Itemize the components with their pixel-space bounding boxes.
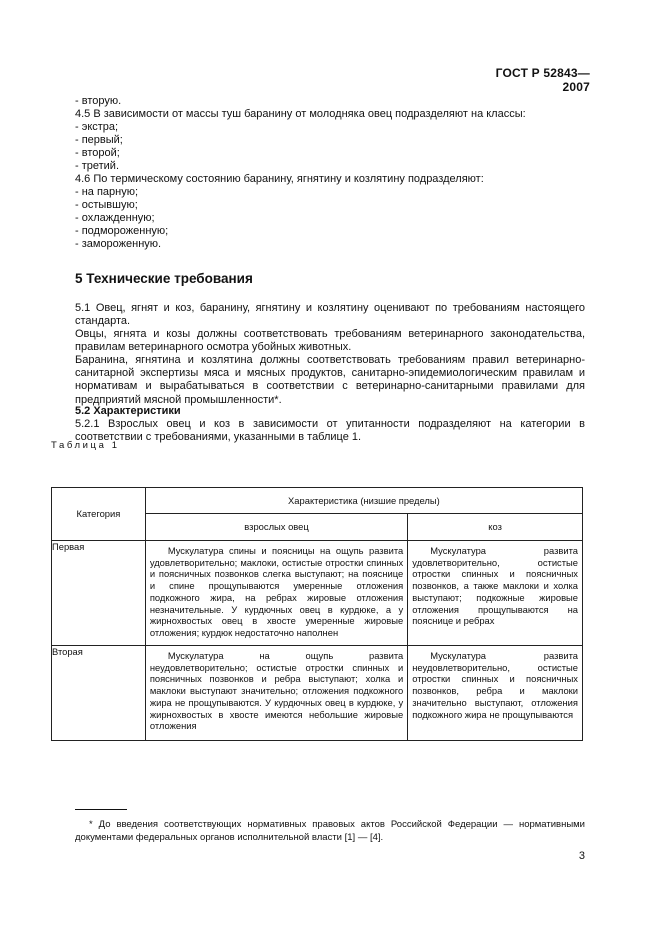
table-cell-sheep [145, 541, 407, 646]
table-header-category-label: Категория [76, 508, 121, 520]
page-number: 3 [578, 850, 585, 862]
table-cell-goats [408, 646, 583, 741]
table-1 [51, 487, 583, 741]
table-header-characteristic-label: Характеристика (низшие пределы) [288, 494, 440, 506]
table-cell-goats-text: Мускулатура развита неудовлетворительно, остистые отростки спинных и поясничных позвонков, ребра и маклоки значительно выступают, отложения подкожного жира не прощупываются [412, 650, 578, 720]
table-cell-goats-text: Мускулатура развита удовлетворительно, остистые отростки спинных и поясничных позвонков, а также маклоки и холка выступают; подкожные жировые отложения прощупываются на пояснице и ребрах [412, 545, 578, 627]
table-cell-sheep-text: Мускулатура спины и поясницы на ощупь развита удовлетворительно; маклоки, остистые отростки спинных и поясничных позвонков слегка выступают; на пояснице и спине прощупываются умеренные отложения подкожного жира, на ребрах жировые отложения незначительные. У курдючных овец в курдюке, а у жирнохвостых овец в хвосте умеренные жировые отложения; курдюк недостаточно наполнен [149, 545, 404, 638]
list-item: - замороженную. [75, 238, 162, 250]
list-item: - на парную; [75, 186, 139, 198]
clause-5-2-1: 5.2.1 Взрослых овец и коз в зависимости от упитанности подразделяют на категории в соответствии с требованиями, указанными в таблице 1. [75, 418, 585, 444]
table-cell-category: Первая [52, 541, 146, 646]
table-row [52, 541, 583, 646]
table-cell-sheep [145, 646, 407, 741]
table-cell-sheep-text: Мускулатура на ощупь развита неудовлетворительно; остистые отростки спинных и поясничных позвонков и ребра выступают; холка и маклоки выступают значительно; отложения подкожного жира не прощупываются. У курдючных овец в курдюке, у жирнохвостых в хвосте имеются небольшие жировые отложения [149, 650, 404, 732]
list-item: - экстра; [75, 121, 119, 133]
list-item: - подмороженную; [75, 225, 169, 237]
list-item: - первый; [75, 134, 123, 146]
clause-4-5: 4.5 В зависимости от массы туш баранину от молодняка овец подразделяют на классы: [75, 108, 526, 120]
paragraph-veterinary: Овцы, ягнята и козы должны соответствовать требованиям ветеринарного законодательства, правилам ветеринарного осмотра убойных животных. [75, 328, 585, 354]
paragraph-sanitary: Баранина, ягнятина и козлятина должны соответствовать требованиям правил ветеринарно-санитарной экспертизы мяса и мясных продуктов, санитарно-эпидемиологическим правилам и нормативам и вырабатываться в соответствии с ветеринарно-санитарными правилами для предприятий мясной промышленности*. [75, 354, 585, 406]
table-header-category [52, 488, 146, 541]
list-item: - второй; [75, 147, 120, 159]
table-header-goats [408, 514, 583, 541]
clause-5-1: 5.1 Овец, ягнят и коз, баранину, ягнятину и козлятину оценивают по требованиям настоящего стандарта. [75, 302, 585, 328]
table-header-sheep-label: взрослых овец [244, 521, 309, 533]
table-caption: Таблица 1 [51, 440, 120, 451]
table-header-characteristic [145, 488, 582, 514]
footnote-divider [75, 809, 127, 810]
list-item: - остывшую; [75, 199, 138, 211]
clause-5-2-title: 5.2 Характеристики [75, 405, 181, 417]
list-item: - охлажденную; [75, 212, 155, 224]
table-row [52, 646, 583, 741]
document-header-standard: ГОСТ Р 52843—2007 [495, 66, 590, 94]
table-cell-category: Вторая [52, 646, 146, 741]
table-header-goats-label: коз [488, 521, 502, 533]
footnote: * До введения соответствующих нормативных правовых актов Российской Федерации — нормативными документами федеральных органов исполнительной власти [1] — [4]. [75, 819, 585, 843]
table-cell-goats [408, 541, 583, 646]
table-header-sheep [145, 514, 407, 541]
section-5-title: 5 Технические требования [75, 271, 253, 286]
list-item: - вторую. [75, 95, 122, 107]
clause-4-6: 4.6 По термическому состоянию баранину, ягнятину и козлятину подразделяют: [75, 173, 484, 185]
list-item: - третий. [75, 160, 120, 172]
